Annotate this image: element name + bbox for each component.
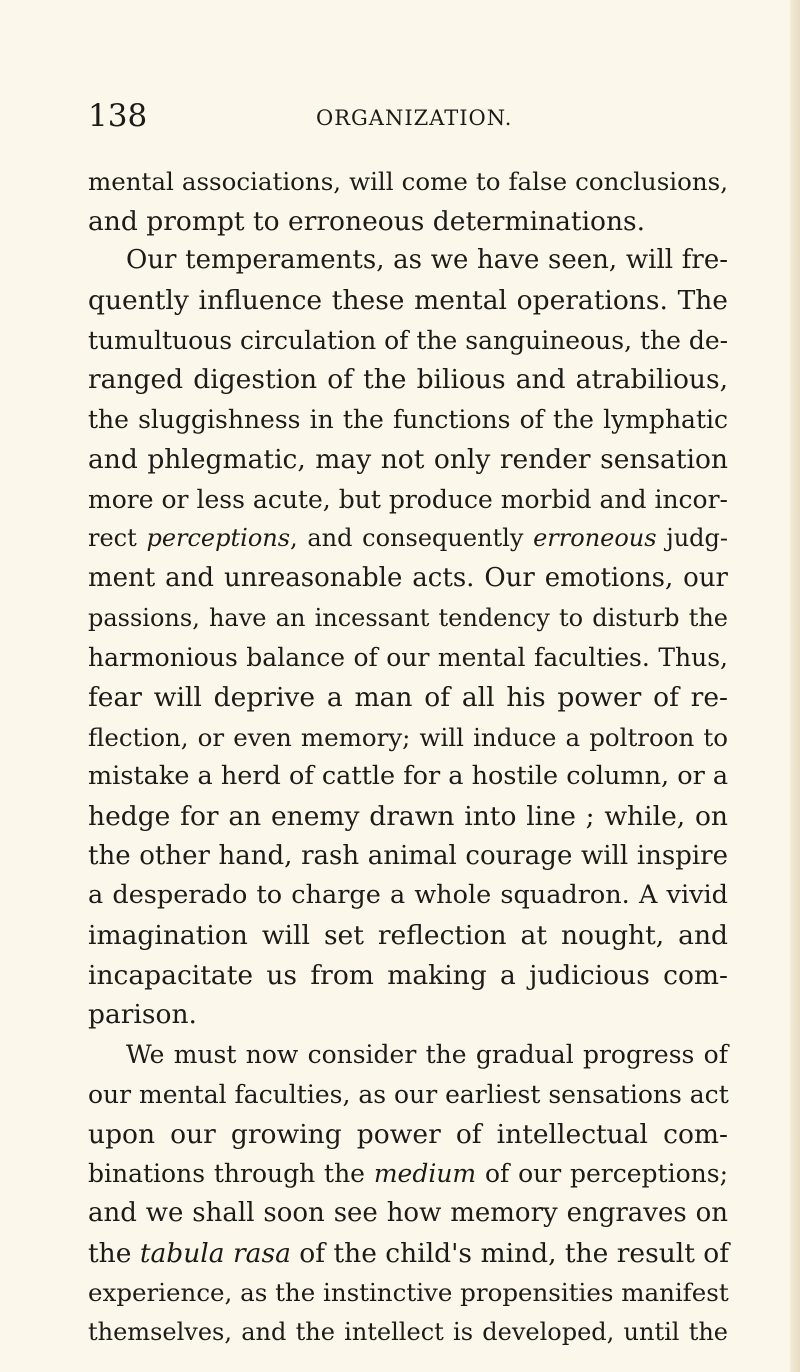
text-line: and phlegmatic, may not only render sensation — [88, 443, 728, 475]
text-line — [88, 1154, 728, 1194]
text-line: experience, as the instinctive propensities manifest — [88, 1278, 729, 1308]
text-line: We must now consider the gradual progress of — [126, 1040, 728, 1070]
text-line: flection, or even memory; will induce a poltroon to — [88, 722, 728, 752]
text-line: upon our growing power of intellectual com- — [88, 1118, 728, 1150]
page-header — [88, 96, 728, 136]
text-line: passions, have an incessant tendency to disturb the — [88, 603, 728, 632]
text-line: the other hand, rash animal courage will inspire — [88, 840, 728, 871]
text-line — [88, 519, 728, 559]
page-edge — [790, 0, 800, 1372]
text-run: judg- — [656, 524, 728, 553]
text-line: themselves, and the intellect is developed, until the — [88, 1317, 728, 1346]
text-line: tumultuous circulation of the sanguineous, the de- — [88, 325, 729, 355]
text-line: hedge for an enemy drawn into line ; while, on — [88, 801, 728, 832]
text-line: the sluggishness in the functions of the lymphatic — [88, 405, 728, 435]
text-line: our mental faculties, as our earliest sensations act — [88, 1079, 729, 1109]
text-line: quently influence these mental operations. The — [88, 285, 728, 317]
text-line: parison. — [88, 999, 197, 1031]
text-line: mental associations, will come to false conclusions, — [88, 167, 728, 196]
text-line: mistake a herd of cattle for a hostile column, or a — [88, 761, 729, 792]
text-line: ment and unreasonable acts. Our emotions, our — [88, 562, 728, 593]
italic-term: medium — [373, 1159, 477, 1189]
page-number: 138 — [88, 98, 148, 134]
text-line: and we shall soon see how memory engraves on — [88, 1197, 728, 1228]
running-title: ORGANIZATION. — [316, 106, 513, 130]
text-line: imagination will set reflection at nought, and — [88, 920, 728, 952]
italic-term: perceptions — [146, 524, 291, 553]
text-line — [88, 1234, 728, 1274]
text-run: , and consequently — [290, 524, 534, 553]
text-line: a desperado to charge a whole squadron. A vivid — [88, 880, 728, 911]
text-line: harmonious balance of our mental faculties. Thus, — [88, 643, 728, 673]
text-run: rect — [88, 524, 147, 553]
text-line: fear will deprive a man of all his power of re- — [88, 681, 728, 713]
text-line: Our temperaments, as we have seen, will fre- — [126, 245, 728, 276]
text-run: of our perceptions; — [476, 1159, 729, 1189]
text-line: more or less acute, but produce morbid and incor- — [88, 484, 728, 514]
italic-term: tabula rasa — [139, 1237, 291, 1269]
text-run: the — [88, 1237, 140, 1269]
text-run: binations through the — [88, 1159, 374, 1189]
text-run: of the child's mind, the result of — [290, 1237, 730, 1269]
body-text — [88, 162, 728, 1353]
text-line: ranged digestion of the bilious and atrabilious, — [88, 364, 728, 396]
italic-term: erroneous — [533, 524, 657, 553]
text-line: and prompt to erroneous determinations. — [88, 205, 646, 237]
text-line: incapacitate us from making a judicious com- — [88, 959, 728, 991]
